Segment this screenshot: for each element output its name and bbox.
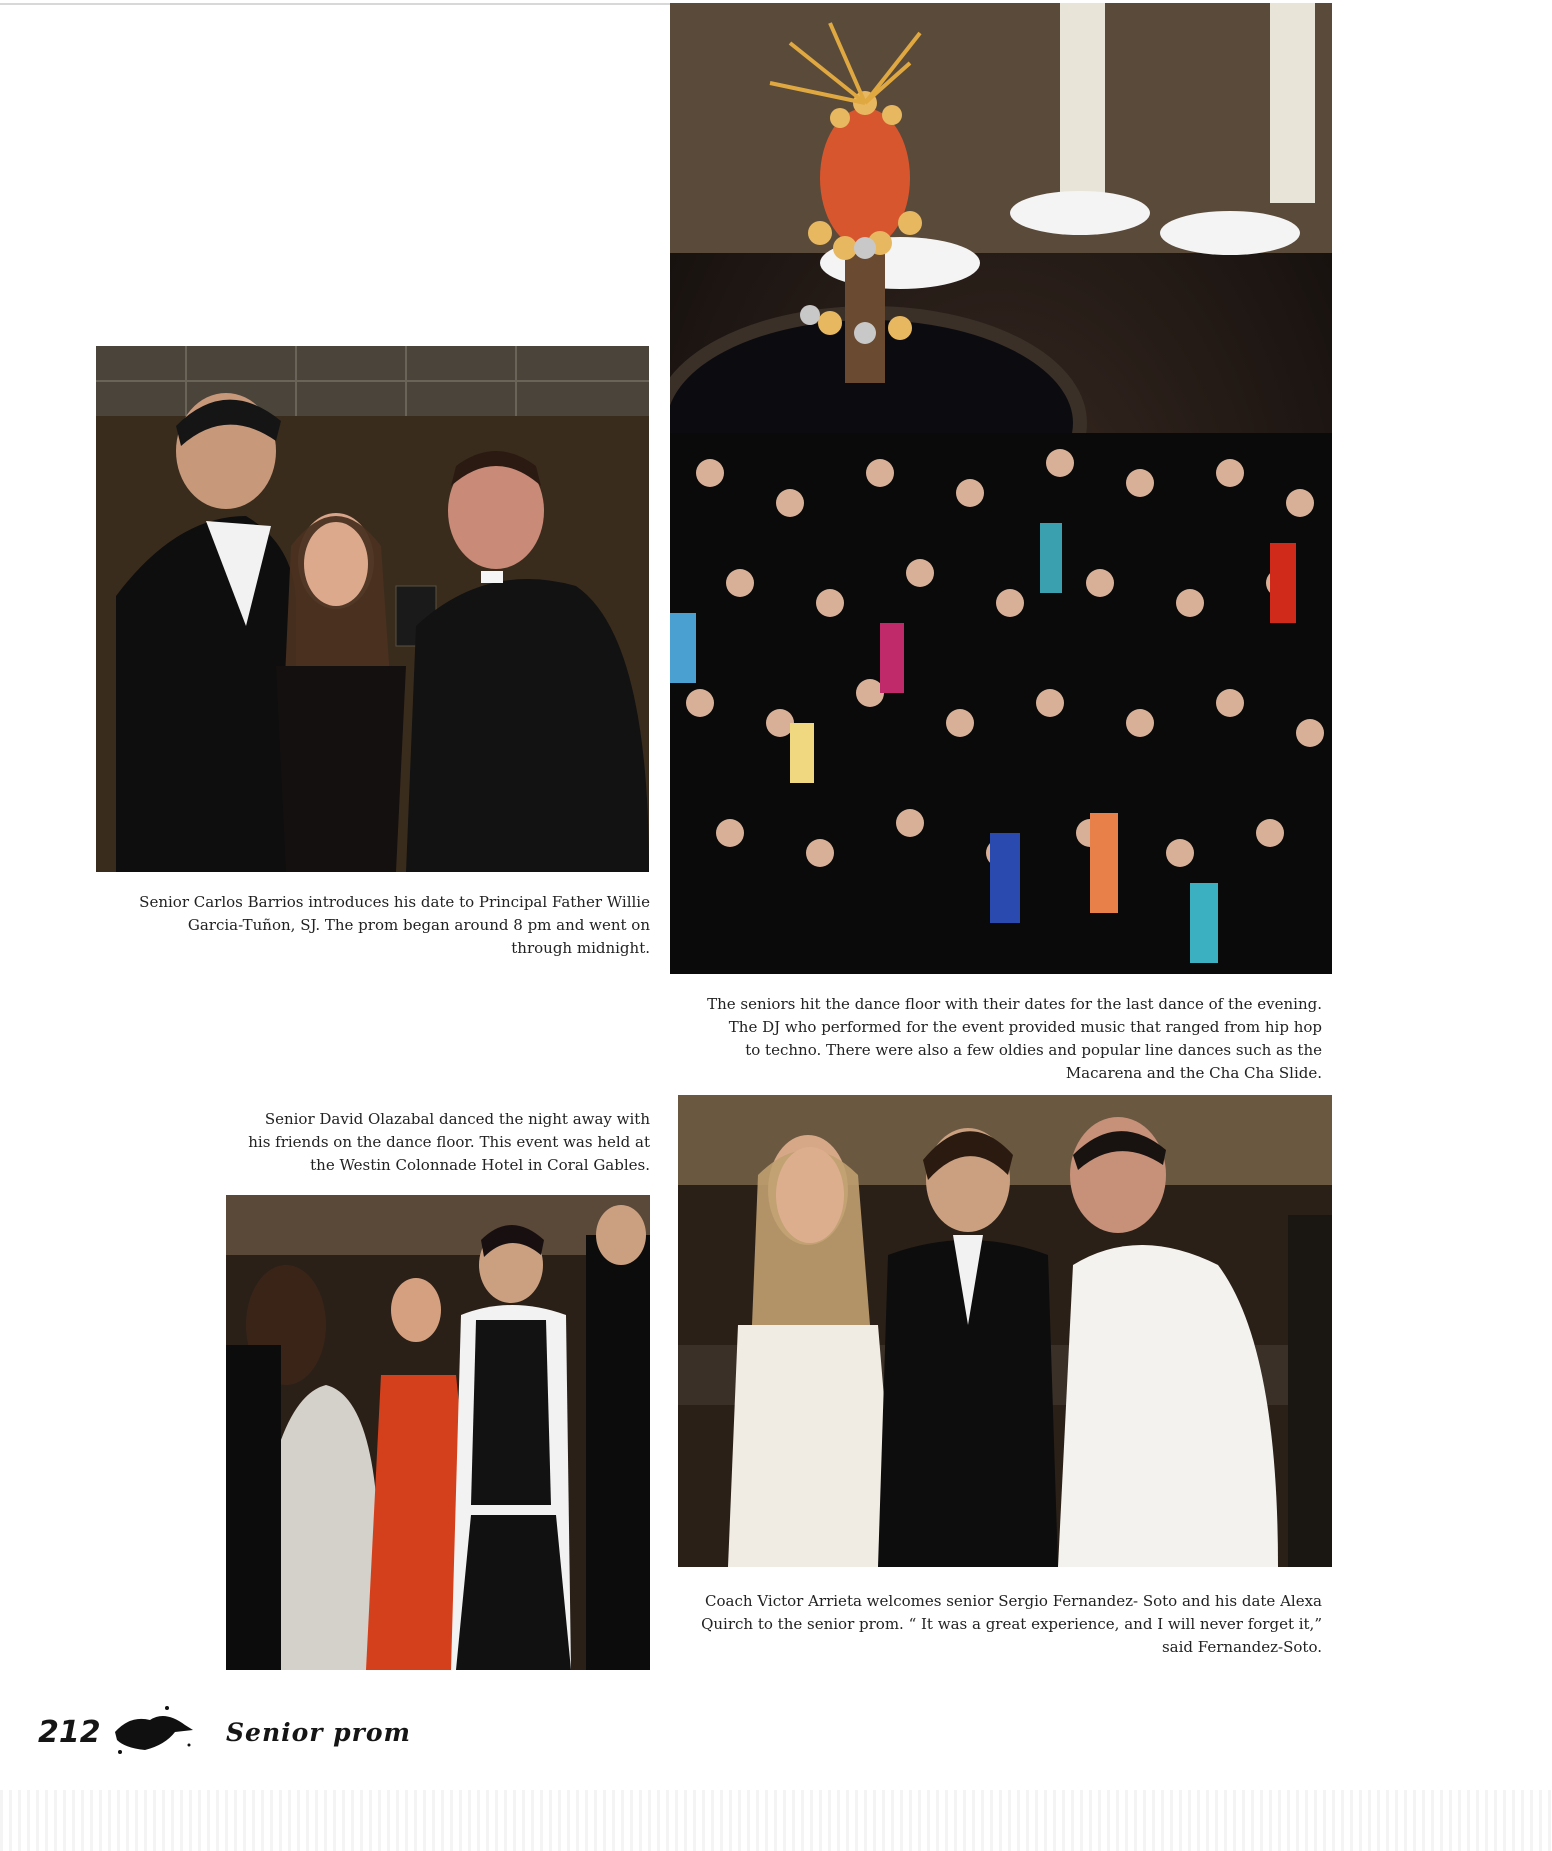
scan-edge	[0, 1790, 1552, 1851]
caption-line: Macarena and the Cha Cha Slide.	[1065, 1064, 1322, 1082]
caption-line: The seniors hit the dance floor with their dates for the last dance of the evening.	[707, 995, 1322, 1013]
caption-line: Garcia-Tuñon, SJ. The prom began around 8 pm and went on	[187, 916, 650, 934]
principal-photo	[96, 346, 649, 872]
caption-line: his friends on the dance floor. This event was held at	[248, 1133, 650, 1151]
caption-line: Coach Victor Arrieta welcomes senior Sergio Fernandez- Soto and his date Alexa	[705, 1592, 1322, 1610]
page-number: 212	[38, 1714, 101, 1750]
caption-line: Quirch to the senior prom. “ It was a great experience, and I will never forget it,”	[701, 1615, 1322, 1633]
caption-line: The DJ who performed for the event provided music that ranged from hip hop	[728, 1018, 1322, 1036]
olazabal-photo-caption	[180, 1108, 650, 1177]
section-title: Senior prom	[226, 1718, 411, 1747]
caption-line: through midnight.	[511, 939, 650, 957]
dance-floor-photo	[670, 3, 1332, 974]
caption-line: the Westin Colonnade Hotel in Coral Gables.	[310, 1156, 650, 1174]
coach-photo	[678, 1095, 1332, 1567]
dance-floor-photo-caption	[640, 993, 1322, 1085]
principal-photo-caption	[60, 891, 650, 960]
dancing-friends-photo	[226, 1195, 650, 1670]
caption-line: to techno. There were also a few oldies and popular line dances such as the	[745, 1041, 1322, 1059]
caption-line: Senior David Olazabal danced the night away with	[264, 1110, 650, 1128]
coach-photo-caption	[640, 1590, 1322, 1659]
ink-splatter-icon	[105, 1700, 195, 1764]
caption-line: said Fernandez-Soto.	[1161, 1638, 1322, 1656]
caption-line: Senior Carlos Barrios introduces his date to Principal Father Willie	[139, 893, 650, 911]
page-folio	[38, 1700, 195, 1764]
